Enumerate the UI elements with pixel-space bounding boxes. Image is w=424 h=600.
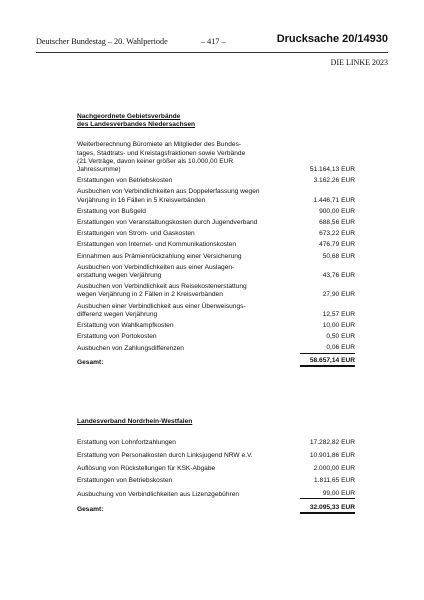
document-number: Drucksache 20/14930	[276, 33, 388, 45]
table-row	[77, 439, 355, 447]
row-label: Ausbuchen einer Verbindlichkeit aus einer Überweisungs- differenz wegen Verjährung	[77, 302, 246, 318]
table-row	[77, 283, 355, 299]
header-divider	[36, 52, 388, 53]
row-amount: 1.446,71	[313, 196, 340, 204]
row-currency: EUR	[341, 291, 355, 299]
row-amount: 50,68	[322, 252, 340, 260]
row-currency: EUR	[341, 166, 355, 174]
table-row	[77, 344, 355, 353]
table-row	[77, 141, 355, 174]
table-row	[77, 230, 355, 238]
table-row	[77, 188, 355, 204]
row-currency: EUR	[341, 207, 355, 215]
row-currency: EUR	[339, 344, 355, 353]
page-header	[36, 33, 388, 49]
row-currency: EUR	[341, 464, 355, 472]
row-label: Auflösung von Rückstellungen für KSK-Abgabe	[77, 464, 216, 472]
row-label: Erstattung von Lohnfortzahlungen	[77, 439, 176, 447]
row-label: Erstattungen von Betriebskosten	[77, 477, 173, 485]
section-niedersachsen	[77, 113, 355, 367]
row-amount: 900,00	[319, 207, 340, 215]
section-nrw	[77, 418, 355, 514]
table-row	[77, 241, 355, 249]
row-currency: EUR	[341, 477, 355, 485]
row-amount: 0,50	[326, 333, 340, 341]
row-label: Erstattung von Portokosten	[77, 333, 157, 341]
row-label: Erstattungen von Betriebskosten	[77, 177, 173, 185]
total-amount: 58.657,14	[300, 357, 339, 367]
row-currency: EUR	[341, 252, 355, 260]
total-label: Gesamt:	[77, 358, 104, 366]
row-label: Erstattung von Wahlkampfkosten	[77, 322, 174, 330]
row-currency: EUR	[341, 310, 355, 318]
row-label: Erstattungen von Strom- und Gaskosten	[77, 230, 195, 238]
table-row	[77, 452, 355, 460]
total-row	[77, 357, 355, 367]
row-currency: EUR	[339, 490, 355, 499]
row-amount: 10,00	[322, 322, 340, 330]
row-currency: EUR	[341, 333, 355, 341]
table-row	[77, 177, 355, 185]
publication-name: Deutscher Bundestag – 20. Wahlperiode	[36, 37, 168, 46]
table-row	[77, 208, 355, 216]
row-currency: EUR	[341, 272, 355, 280]
row-amount: 51.164,13	[309, 166, 340, 174]
total-currency: EUR	[339, 504, 355, 514]
total-currency: EUR	[339, 357, 355, 367]
row-amount: 17.282,82	[309, 439, 340, 447]
row-amount: 27,90	[322, 291, 340, 299]
row-currency: EUR	[341, 241, 355, 249]
row-amount: 12,57	[322, 310, 340, 318]
row-label: Ausbuchung von Verbindlichkeiten aus Lizenzgebühren	[77, 491, 240, 499]
row-amount: 2.000,00	[313, 464, 340, 472]
total-label: Gesamt:	[77, 505, 104, 513]
row-amount: 1.811,65	[314, 477, 340, 485]
row-label: Ausbuchen von Verbindlichkeit aus Reisekostenerstattung wegen Verjährung in 2 Fällen in 2 Kreisverbänden	[77, 283, 247, 299]
row-amount: 10.901,86	[309, 451, 340, 459]
row-label: Ausbuchen von Verbindlichkeiten aus einer Auslagen- erstattung wegen Verjährung	[77, 263, 235, 280]
table-row	[77, 477, 355, 485]
row-label: Weiterberechnung Büromiete an Mitglieder des Bundes- tages, Stadtrats- und Kreistagsfraktionen sowie Verbände (21 Verträge, davon keiner größer als 10.000,00 EUR Jahressumme)	[77, 141, 246, 174]
table-row	[77, 333, 355, 341]
row-currency: EUR	[341, 451, 355, 459]
party-label: DIE LINKE 2023	[330, 58, 388, 67]
row-label: Ausbuchen von Zahlungsdifferenzen	[77, 345, 184, 353]
total-row	[77, 504, 355, 514]
page-number: – 417 –	[201, 37, 226, 46]
row-amount: 673,22	[319, 230, 340, 238]
row-currency: EUR	[341, 230, 355, 238]
table-row	[77, 465, 355, 473]
section-title: Landesverband Nordrhein-Westfalen	[77, 418, 193, 425]
row-currency: EUR	[341, 177, 355, 185]
row-amount: 3.162,26	[313, 177, 340, 185]
row-amount: 476,79	[319, 241, 340, 249]
row-label: Erstattung von Personalkosten durch Linksjugend NRW e.V.	[77, 451, 253, 459]
table-row	[77, 303, 355, 319]
section-rows	[77, 141, 355, 353]
section-rows	[77, 439, 355, 499]
row-currency: EUR	[341, 219, 355, 227]
table-row	[77, 219, 355, 227]
row-amount: 99,00	[300, 490, 339, 499]
row-amount: 0,06	[300, 344, 339, 353]
section-subtitle: des Landesverbandes Niedersachsen	[77, 121, 196, 129]
row-label: Ausbuchen von Verbindlichkeiten aus Doppelerfassung wegen Verjährung in 16 Fällen in 5 Kreisverbänden	[77, 188, 260, 204]
row-amount: 43,76	[322, 272, 340, 280]
section-title: Nachgeordnete Gebietsverbände	[77, 113, 181, 120]
table-row	[77, 253, 355, 261]
table-row	[77, 322, 355, 330]
table-row	[77, 490, 355, 499]
row-currency: EUR	[341, 439, 355, 447]
row-label: Erstattung von Bußgeld	[77, 207, 146, 215]
row-currency: EUR	[341, 322, 355, 330]
row-amount: 688,56	[319, 219, 340, 227]
row-label: Einnahmen aus Prämienrückzahlung einer Versicherung	[77, 252, 242, 260]
row-label: Erstattungen von Internet- und Kommunikationskosten	[77, 241, 237, 249]
table-row	[77, 264, 355, 280]
row-label: Erstattungen von Veranstaltungskosten durch Jugendverband	[77, 219, 258, 227]
row-currency: EUR	[341, 196, 355, 204]
total-amount: 32.095,33	[300, 504, 339, 514]
